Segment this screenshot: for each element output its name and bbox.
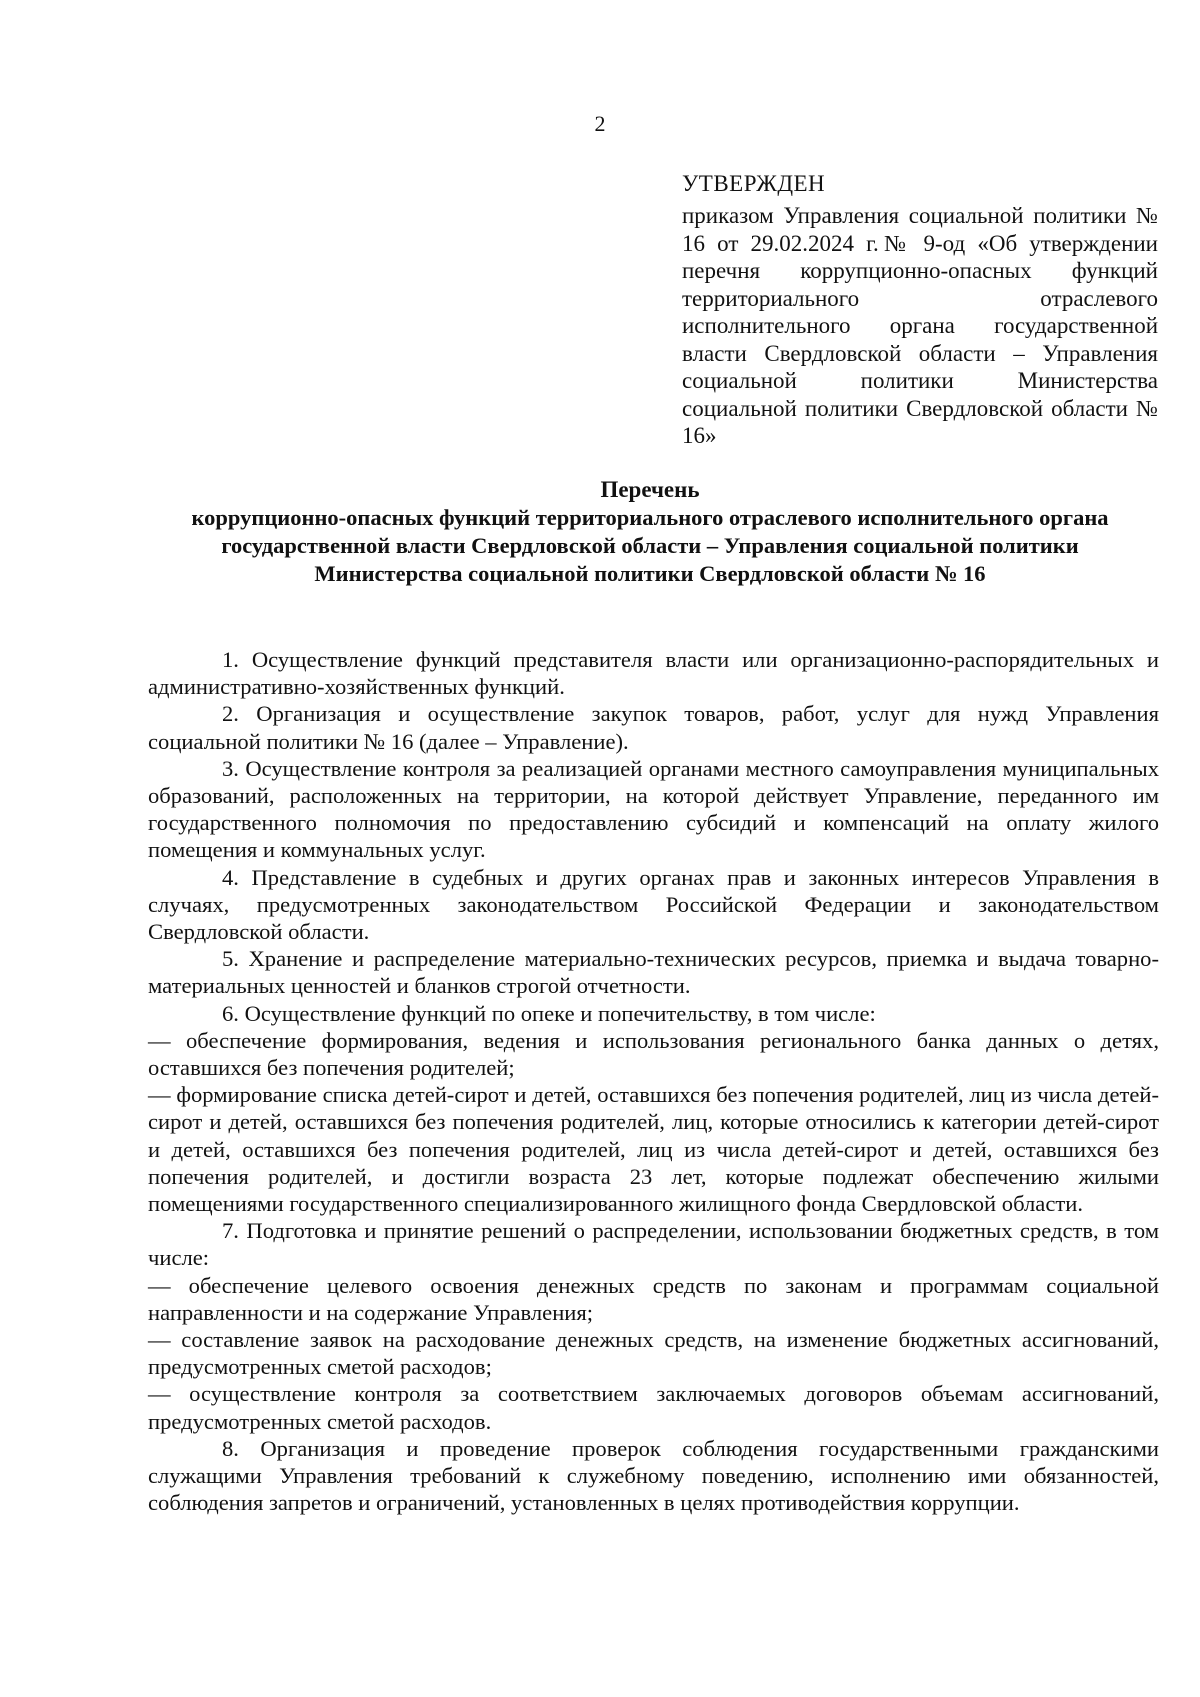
- list-item: 8. Организация и проведение проверок соблюдения государственными гражданскими служащими Управления требований к служебному поведению, исполнению ими обязанностей, соблюдения запретов и ограничений, установленных в целях противодействия коррупции.: [148, 1435, 1159, 1516]
- approval-block: [682, 170, 1158, 450]
- approval-text: приказом Управления социальной политики № 16 от 29.02.2024 г.№ 9-од «Об утверждении перечня коррупционно-опасных функций территориального отраслевого исполнительного органа государственной власти Свердловской области – Управления социальной политики Министерства социальной политики Свердловской области № 16»: [682, 203, 1158, 448]
- document-title-line: коррупционно-опасных функций территориального отраслевого исполнительного органа: [191, 505, 1109, 530]
- list-item: 7. Подготовка и принятие решений о распределении, использовании бюджетных средств, в том числе:: [148, 1218, 1159, 1271]
- approval-title: УТВЕРЖДЕН: [682, 171, 826, 196]
- list-item: 4. Представление в судебных и других органах прав и законных интересов Управления в случаях, предусмотренных законодательством Российской Федерации и законодательством Свердловской области.: [148, 864, 1159, 945]
- document-body: [148, 646, 1159, 1517]
- sub-list-item: — осуществление контроля за соответствием заключаемых договоров объемам ассигнований, предусмотренных сметой расходов.: [148, 1381, 1159, 1434]
- sub-list-item: — составление заявок на расходование денежных средств, на изменение бюджетных ассигнований, предусмотренных сметой расходов;: [148, 1327, 1159, 1380]
- sub-list-item: — обеспечение целевого освоения денежных средств по законам и программам социальной направленности и на содержание Управления;: [148, 1272, 1159, 1325]
- document-title-line: государственной власти Свердловской области – Управления социальной политики: [221, 533, 1079, 558]
- list-item: 2. Организация и осуществление закупок товаров, работ, услуг для нужд Управления социальной политики № 16 (далее – Управление).: [148, 701, 1159, 754]
- list-item: 6. Осуществление функций по опеке и попечительству, в том числе:: [222, 1000, 876, 1026]
- document-title: [140, 476, 1160, 588]
- list-item: 3. Осуществление контроля за реализацией органами местного самоуправления муниципальных образований, расположенных на территории, на которой действует Управление, переданного им государственного полномочия по предоставлению субсидий и компенсаций на оплату жилого помещения и коммунальных услуг.: [148, 755, 1159, 863]
- document-title-line: Министерства социальной политики Свердловской области № 16: [314, 561, 986, 586]
- document-title-main: Перечень: [600, 477, 700, 502]
- list-item: 5. Хранение и распределение материально-технических ресурсов, приемка и выдача товарно-материальных ценностей и бланков строгой отчетности.: [148, 946, 1159, 999]
- sub-list-item: — обеспечение формирования, ведения и использования регионального банка данных о детях, оставшихся без попечения родителей;: [148, 1027, 1159, 1081]
- page-number: 2: [594, 111, 606, 136]
- list-item: 1. Осуществление функций представителя власти или организационно-распорядительных и административно-хозяйственных функций.: [148, 647, 1159, 700]
- sub-list-item: — формирование списка детей-сирот и детей, оставшихся без попечения родителей, лиц из числа детей-сирот и детей, оставшихся без попечения родителей, лиц, которые относились к категории детей-сирот и детей, оставшихся без попечения родителей, лиц из числа детей-сирот и детей, оставшихся без попечения родителей, и достигли возраста 23 лет, которые подлежат обеспечению жилыми помещениями государственного специализированного жилищного фонда Свердловской области.: [148, 1082, 1159, 1217]
